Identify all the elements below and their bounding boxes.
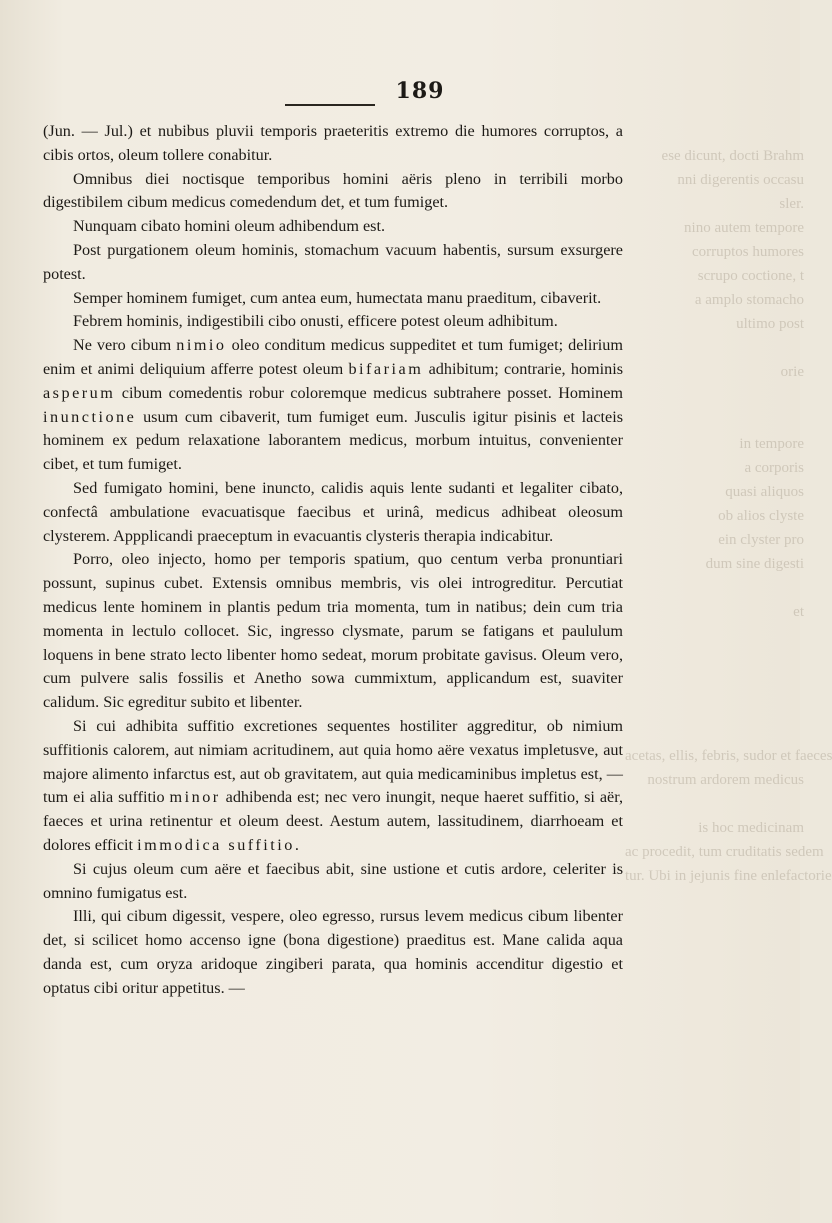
paragraph bbox=[43, 477, 623, 548]
paragraph bbox=[43, 715, 623, 858]
paragraph bbox=[43, 215, 623, 239]
spaced-text: asperum bbox=[43, 383, 116, 402]
text-run: adhibenda est; nec vero inungit, neque haeret suffitio, si aër, faeces et urina retinentur et oleum deest. Aestum autem, lassitudinem, diarrhoeam et dolores efficit bbox=[43, 788, 624, 854]
spaced-text: inunctione bbox=[43, 407, 137, 426]
text-run: Post purgationem oleum hominis, stomachum vacuum habentis, sursum exsurgere potest. bbox=[43, 240, 623, 283]
page-header bbox=[0, 78, 800, 104]
header-rule bbox=[285, 104, 375, 106]
spaced-text: immodica suffitio bbox=[137, 835, 295, 854]
text-run: Omnibus diei noctisque temporibus homini aëris pleno in terribili morbo digestibilem cibum medicus comedendum det, et tum fumiget. bbox=[43, 169, 623, 212]
paragraph bbox=[43, 120, 623, 168]
text-run: Febrem hominis, indigestibili cibo onusti, efficere potest oleum adhibitum. bbox=[73, 312, 558, 331]
page-number: 189 bbox=[395, 78, 445, 104]
text-run: . bbox=[294, 835, 299, 854]
paragraph bbox=[43, 858, 623, 906]
paragraph bbox=[43, 548, 623, 715]
text-run: Ne vero cibum bbox=[73, 336, 177, 355]
bleed-through-text: ese dicunt, docti Brahm nni digerentis occasu sler. nino autem tempore corruptos humores scrupo coctione, t a amplo stomacho ultimo post orie in tempore a corporis quasi aliquos ob alios clyste ein clyster pro dum sine digesti et acetas, ellis, febris, sudor et faeces nostrum ardorem medicus is hoc medicinam ac procedit, tum cruditatis sedem tur. Ubi in jejunis fine enlefactorie bbox=[625, 148, 832, 884]
paragraph bbox=[43, 287, 623, 311]
spaced-text: minor bbox=[169, 788, 221, 807]
text-run: adhibitum; contrarie, hominis bbox=[423, 359, 623, 378]
text-run: (Jun. — Jul.) et nubibus pluvii temporis praeteritis extremo die humores corruptos, a cibis ortos, oleum tollere conabitur. bbox=[43, 122, 623, 164]
text-run: usum cum cibaverit, tum fumiget eum. Jusculis igitur pisinis et lacteis hominem ex pedum relaxatione laborantem medicus, morbum intuitus, convenienter cibet, et tum fumiget. bbox=[43, 407, 623, 474]
paragraph bbox=[43, 239, 623, 287]
text-run: Si cui adhibita suffitio excretiones sequentes hostiliter aggreditur, ob nimium suffitionis calorem, aut nimiam acritudinem, aut quia homo aëre vexatus impletusve, aut majore alimento infarctus est, aut ob gravitatem, aut quia medicaminibus impletus est, — tum ei alia suffitio bbox=[43, 716, 623, 807]
spaced-text: bifariam bbox=[348, 359, 424, 378]
paragraph bbox=[43, 310, 623, 334]
text-run: Illi, qui cibum digessit, vespere, oleo egresso, rursus levem medicus cibum libenter det, si scilicet homo accenso igne (bona digestione) praeditus est. Mane calida aqua danda est, cum oryza aridoque zingiberi parata, qua hominis accenditur digestio et optatus cibi oritur appetitus. — bbox=[43, 907, 623, 997]
body-text bbox=[43, 120, 623, 1000]
spaced-text: nimio bbox=[176, 336, 227, 355]
text-run: Sed fumigato homini, bene inuncto, calidis aquis lente sudanti et legaliter cibato, confectâ ambulatione evacuatisque faecibus et urinâ, medicus adhibeat oleosum clysterem. Appplicandi praeceptum in evacuantis clysteris therapia indicabitur. bbox=[43, 478, 623, 545]
paragraph bbox=[43, 905, 623, 1000]
paragraph bbox=[43, 334, 623, 477]
text-run: oleo conditum medicus suppeditet et tum fumiget; delirium enim et animi deliquium afferre potest oleum bbox=[43, 336, 623, 378]
text-run: cibum comedentis robur coloremque medicus subtrahere posset. Hominem bbox=[115, 383, 623, 402]
text-run: Semper hominem fumiget, cum antea eum, humectata manu praeditum, cibaverit. bbox=[73, 288, 602, 307]
text-run: Si cujus oleum cum aëre et faecibus abit, sine ustione et cutis ardore, celeriter is omnino fumigatus est. bbox=[43, 859, 623, 902]
text-run: Nunquam cibato homini oleum adhibendum est. bbox=[73, 217, 386, 236]
paragraph bbox=[43, 168, 623, 216]
text-run: Porro, oleo injecto, homo per temporis spatium, quo centum verba pronuntiari possunt, supinus cubet. Extensis omnibus membris, vis olei introgreditur. Percutiat medicus lente hominem in plantis pedum tria momenta, tum in natibus; dein cum tria momenta in lectulo collocet. Sic, ingresso clysmate, parum se fatigans et paululum loquens in bene strato lecto libenter homo sedeat, morum probitate gavisus. Oleum vero, cum pulvere salis fossilis et Anetho sowa cummixtum, applicandum est, suaviter calidum. Sic egreditur subito et libenter. bbox=[43, 550, 623, 712]
